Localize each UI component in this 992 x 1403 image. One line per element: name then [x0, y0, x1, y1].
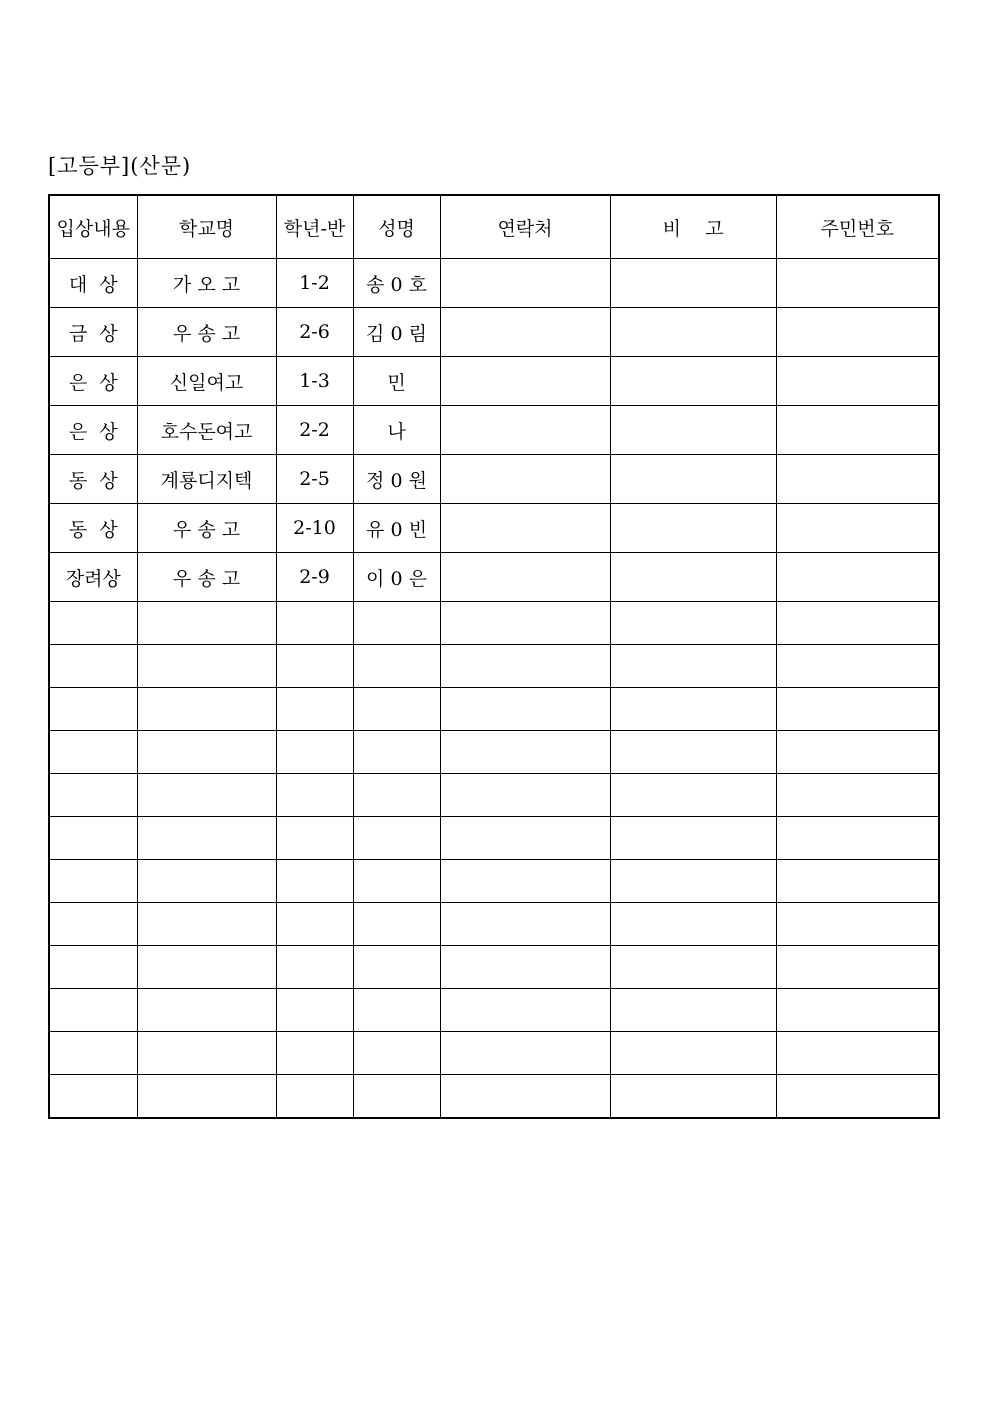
cell-name: 이 0 은	[353, 553, 440, 602]
cell-award: 동 상	[49, 455, 137, 504]
cell-id	[776, 308, 939, 357]
cell-grade: 2-9	[276, 553, 353, 602]
cell-grade	[276, 989, 353, 1032]
cell-grade: 1-3	[276, 357, 353, 406]
cell-grade	[276, 1032, 353, 1075]
cell-contact	[440, 259, 610, 308]
cell-name: 나	[353, 406, 440, 455]
cell-note	[610, 817, 776, 860]
cell-school	[137, 817, 276, 860]
cell-contact	[440, 406, 610, 455]
header-name: 성명	[353, 195, 440, 259]
cell-award: 금 상	[49, 308, 137, 357]
cell-school: 가 오 고	[137, 259, 276, 308]
header-contact: 연락처	[440, 195, 610, 259]
cell-grade	[276, 903, 353, 946]
empty-table-row	[49, 946, 939, 989]
cell-grade	[276, 1075, 353, 1119]
cell-award	[49, 946, 137, 989]
empty-table-row	[49, 731, 939, 774]
cell-name	[353, 903, 440, 946]
cell-contact	[440, 602, 610, 645]
cell-id	[776, 455, 939, 504]
cell-grade	[276, 946, 353, 989]
table-row	[49, 308, 939, 357]
cell-award: 대 상	[49, 259, 137, 308]
cell-contact	[440, 455, 610, 504]
cell-name: 송 0 호	[353, 259, 440, 308]
header-award: 입상내용	[49, 195, 137, 259]
cell-name: 민	[353, 357, 440, 406]
cell-grade: 2-6	[276, 308, 353, 357]
cell-name	[353, 731, 440, 774]
cell-award	[49, 688, 137, 731]
cell-note	[610, 645, 776, 688]
cell-note	[610, 259, 776, 308]
cell-school	[137, 1032, 276, 1075]
cell-school	[137, 903, 276, 946]
cell-note	[610, 357, 776, 406]
cell-name: 김 0 림	[353, 308, 440, 357]
cell-note	[610, 946, 776, 989]
cell-grade: 1-2	[276, 259, 353, 308]
cell-note	[610, 455, 776, 504]
award-table	[48, 194, 940, 1119]
cell-contact	[440, 817, 610, 860]
header-school: 학교명	[137, 195, 276, 259]
cell-award	[49, 1075, 137, 1119]
cell-id	[776, 774, 939, 817]
cell-id	[776, 989, 939, 1032]
cell-name	[353, 1075, 440, 1119]
header-grade-class: 학년-반	[276, 195, 353, 259]
cell-id	[776, 645, 939, 688]
cell-award	[49, 645, 137, 688]
cell-school: 호수돈여고	[137, 406, 276, 455]
cell-award	[49, 817, 137, 860]
table-row	[49, 406, 939, 455]
cell-grade	[276, 817, 353, 860]
cell-id	[776, 817, 939, 860]
cell-school: 계룡디지텍	[137, 455, 276, 504]
cell-id	[776, 553, 939, 602]
cell-note	[610, 1075, 776, 1119]
section-title: [고등부](산문)	[48, 154, 192, 178]
empty-rows	[49, 602, 939, 1119]
cell-name	[353, 688, 440, 731]
empty-table-row	[49, 645, 939, 688]
cell-note	[610, 903, 776, 946]
cell-school: 우 송 고	[137, 553, 276, 602]
cell-award: 은 상	[49, 406, 137, 455]
cell-id	[776, 504, 939, 553]
cell-note	[610, 406, 776, 455]
cell-id	[776, 903, 939, 946]
cell-award	[49, 989, 137, 1032]
cell-note	[610, 688, 776, 731]
table-row	[49, 357, 939, 406]
cell-school	[137, 860, 276, 903]
cell-id	[776, 259, 939, 308]
cell-school	[137, 946, 276, 989]
cell-note	[610, 774, 776, 817]
cell-name	[353, 1032, 440, 1075]
cell-grade: 2-5	[276, 455, 353, 504]
empty-table-row	[49, 688, 939, 731]
empty-table-row	[49, 903, 939, 946]
cell-school	[137, 1075, 276, 1119]
cell-note	[610, 731, 776, 774]
cell-award	[49, 903, 137, 946]
cell-grade	[276, 860, 353, 903]
cell-note	[610, 989, 776, 1032]
cell-contact	[440, 1032, 610, 1075]
cell-grade	[276, 645, 353, 688]
empty-table-row	[49, 817, 939, 860]
cell-name	[353, 946, 440, 989]
cell-id	[776, 357, 939, 406]
cell-award	[49, 860, 137, 903]
header-id-number: 주민번호	[776, 195, 939, 259]
cell-contact	[440, 688, 610, 731]
cell-award	[49, 1032, 137, 1075]
cell-note	[610, 553, 776, 602]
cell-name	[353, 817, 440, 860]
cell-id	[776, 1075, 939, 1119]
cell-contact	[440, 504, 610, 553]
cell-award: 은 상	[49, 357, 137, 406]
cell-name: 정 0 원	[353, 455, 440, 504]
cell-note	[610, 860, 776, 903]
cell-grade	[276, 774, 353, 817]
header-row	[49, 195, 939, 259]
cell-name	[353, 860, 440, 903]
cell-contact	[440, 903, 610, 946]
table-row	[49, 504, 939, 553]
cell-school	[137, 688, 276, 731]
cell-contact	[440, 989, 610, 1032]
cell-id	[776, 406, 939, 455]
cell-award	[49, 774, 137, 817]
cell-name	[353, 774, 440, 817]
cell-note	[610, 1032, 776, 1075]
cell-school	[137, 989, 276, 1032]
cell-id	[776, 688, 939, 731]
empty-table-row	[49, 860, 939, 903]
cell-contact	[440, 645, 610, 688]
cell-name	[353, 989, 440, 1032]
cell-contact	[440, 731, 610, 774]
cell-contact	[440, 860, 610, 903]
empty-table-row	[49, 1075, 939, 1119]
cell-school	[137, 602, 276, 645]
cell-id	[776, 860, 939, 903]
cell-note	[610, 504, 776, 553]
cell-school	[137, 645, 276, 688]
cell-award: 동 상	[49, 504, 137, 553]
table-row	[49, 553, 939, 602]
cell-contact	[440, 357, 610, 406]
cell-id	[776, 602, 939, 645]
cell-id	[776, 946, 939, 989]
cell-contact	[440, 774, 610, 817]
cell-name: 유 0 빈	[353, 504, 440, 553]
empty-table-row	[49, 989, 939, 1032]
cell-name	[353, 645, 440, 688]
cell-name	[353, 602, 440, 645]
cell-school	[137, 731, 276, 774]
cell-id	[776, 1032, 939, 1075]
empty-table-row	[49, 602, 939, 645]
cell-grade	[276, 602, 353, 645]
cell-contact	[440, 553, 610, 602]
table-row	[49, 259, 939, 308]
cell-school: 우 송 고	[137, 308, 276, 357]
header-note: 비 고	[610, 195, 776, 259]
cell-grade	[276, 731, 353, 774]
cell-grade	[276, 688, 353, 731]
cell-school	[137, 774, 276, 817]
cell-note	[610, 602, 776, 645]
cell-award: 장려상	[49, 553, 137, 602]
table-row	[49, 455, 939, 504]
cell-grade: 2-2	[276, 406, 353, 455]
cell-school: 신일여고	[137, 357, 276, 406]
cell-award	[49, 731, 137, 774]
empty-table-row	[49, 774, 939, 817]
cell-contact	[440, 1075, 610, 1119]
cell-id	[776, 731, 939, 774]
cell-contact	[440, 946, 610, 989]
cell-grade: 2-10	[276, 504, 353, 553]
cell-note	[610, 308, 776, 357]
cell-award	[49, 602, 137, 645]
cell-contact	[440, 308, 610, 357]
empty-table-row	[49, 1032, 939, 1075]
cell-school: 우 송 고	[137, 504, 276, 553]
